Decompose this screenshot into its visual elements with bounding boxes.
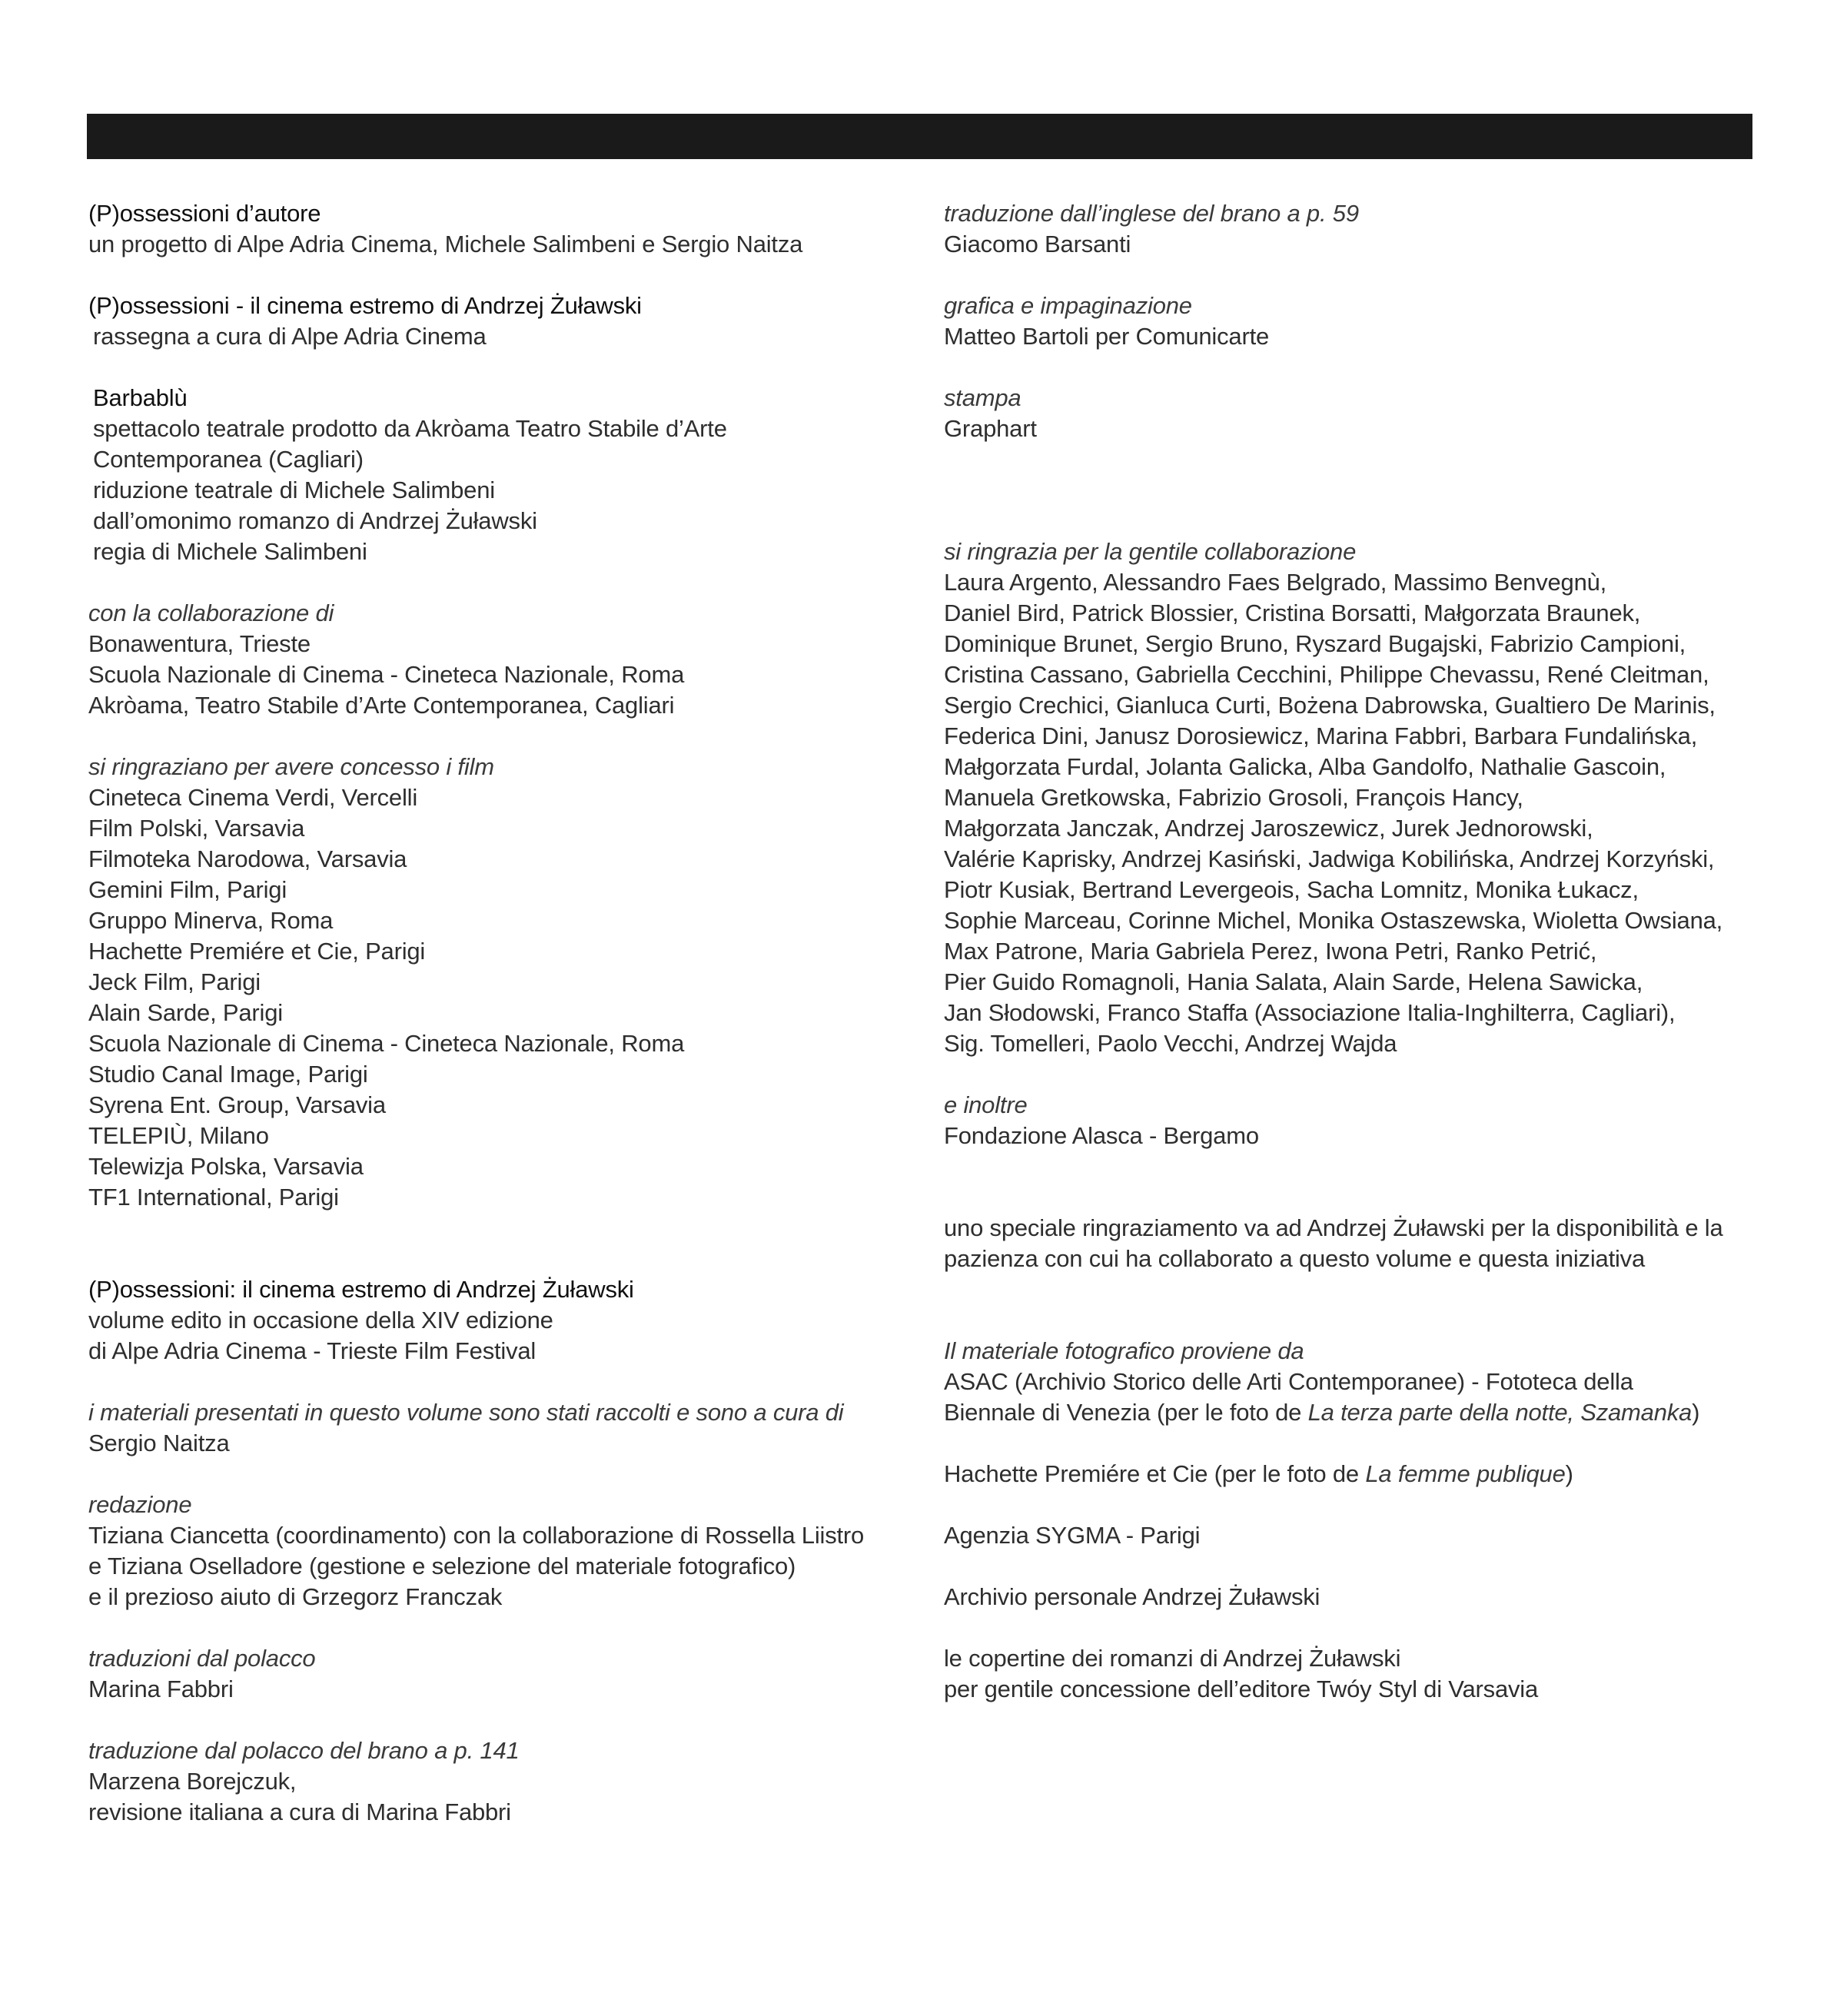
block-heading: stampa [944, 384, 1021, 411]
credit-line: Scuola Nazionale di Cinema - Cineteca Nazionale, Roma [88, 661, 685, 688]
credit-line: Sergio Naitza [88, 1430, 230, 1456]
credit-line: Piotr Kusiak, Bertrand Levergeois, Sacha Lomnitz, Monika Łukacz, [944, 876, 1639, 903]
block-title: Barbablù [93, 384, 188, 411]
credit-line: Małgorzata Janczak, Andrzej Jaroszewicz, Jurek Jednorowski, [944, 815, 1593, 842]
credit-block-hachette [944, 1459, 1774, 1490]
block-heading: traduzione dall’inglese del brano a p. 59 [944, 200, 1359, 227]
block-heading: traduzioni dal polacco [88, 1645, 316, 1672]
credit-line: Giacomo Barsanti [944, 231, 1131, 257]
credit-block-redazione [88, 1490, 895, 1612]
credit-block-archivio [944, 1582, 1774, 1612]
block-heading: e inoltre [944, 1091, 1028, 1118]
credit-block-volume [88, 1274, 895, 1367]
block-heading: grafica e impaginazione [944, 292, 1192, 319]
credit-line: rassegna a cura di Alpe Adria Cinema [93, 323, 487, 350]
block-title: (P)ossessioni d’autore [88, 200, 321, 227]
credit-line: regia di Michele Salimbeni [93, 538, 367, 565]
credit-line: TELEPIÙ, Milano [88, 1122, 269, 1149]
credit-line: Manuela Gretkowska, Fabrizio Grosoli, François Hancy, [944, 784, 1523, 811]
credit-line [944, 1459, 1774, 1490]
credit-line: Valérie Kaprisky, Andrzej Kasiński, Jadwiga Kobilińska, Andrzej Korzyński, [944, 845, 1715, 872]
credit-text: Biennale di Venezia (per le foto de [944, 1399, 1308, 1426]
credit-line: riduzione teatrale di Michele Salimbeni [93, 477, 495, 503]
credit-line: Gemini Film, Parigi [88, 876, 287, 903]
credit-line: Sophie Marceau, Corinne Michel, Monika Ostaszewska, Wioletta Owsiana, [944, 907, 1723, 934]
credit-text: Hachette Premiére et Cie (per le foto de [944, 1460, 1366, 1487]
credit-line: Studio Canal Image, Parigi [88, 1061, 368, 1088]
credit-line: di Alpe Adria Cinema - Trieste Film Festival [88, 1337, 536, 1364]
credit-line: per gentile concessione dell’editore Twóy Styl di Varsavia [944, 1676, 1539, 1702]
credit-block-speciale-ringraziamento [944, 1213, 1774, 1274]
credit-block-stampa [944, 383, 1774, 444]
credit-line: Jan Słodowski, Franco Staffa (Associazione Italia-Inghilterra, Cagliari), [944, 999, 1676, 1026]
credit-line: Daniel Bird, Patrick Blossier, Cristina Borsatti, Małgorzata Braunek, [944, 599, 1641, 626]
credit-line: Film Polski, Varsavia [88, 815, 305, 842]
credit-line: e il prezioso aiuto di Grzegorz Franczak [88, 1583, 503, 1610]
credit-line: Akròama, Teatro Stabile d’Arte Contemporanea, Cagliari [88, 692, 675, 719]
credit-line: Pier Guido Romagnoli, Hania Salata, Alain Sarde, Helena Sawicka, [944, 968, 1643, 995]
credit-line [944, 1397, 1774, 1428]
block-heading: Il materiale fotografico proviene da [944, 1337, 1304, 1364]
credit-block-curatela [88, 1397, 895, 1459]
credit-line: Cineteca Cinema Verdi, Vercelli [88, 784, 418, 811]
right-column [944, 198, 1774, 1705]
credit-block-film-lenders [88, 752, 895, 1213]
credit-line: revisione italiana a cura di Marina Fabbri [88, 1798, 511, 1825]
film-title: La femme publique [1365, 1460, 1566, 1487]
credit-block-possessioni-autore [88, 198, 895, 260]
credit-line: Małgorzata Furdal, Jolanta Galicka, Alba Gandolfo, Nathalie Gascoin, [944, 753, 1666, 780]
credit-line: pazienza con cui ha collaborato a questo volume e questa iniziativa [944, 1245, 1646, 1272]
credit-block-inoltre [944, 1090, 1774, 1151]
credit-block-ringraziamenti [944, 536, 1774, 1059]
credit-line: e Tiziana Oselladore (gestione e selezione del materiale fotografico) [88, 1553, 796, 1579]
credit-line: Gruppo Minerva, Roma [88, 907, 334, 934]
block-title: (P)ossessioni: il cinema estremo di Andrzej Żuławski [88, 1276, 634, 1303]
credit-line: Archivio personale Andrzej Żuławski [944, 1583, 1320, 1610]
block-heading: traduzione dal polacco del brano a p. 141 [88, 1737, 520, 1764]
credit-text: ) [1565, 1460, 1573, 1487]
credit-text: ) [1692, 1399, 1700, 1426]
credit-line: Sergio Crechici, Gianluca Curti, Bożena Dabrowska, Gualtiero De Marinis, [944, 692, 1716, 719]
credit-line: dall’omonimo romanzo di Andrzej Żuławski [93, 507, 537, 534]
credit-line: TF1 International, Parigi [88, 1184, 339, 1211]
header-black-bar [87, 114, 1752, 159]
credit-line: un progetto di Alpe Adria Cinema, Michele Salimbeni e Sergio Naitza [88, 231, 803, 257]
credit-line: Bonawentura, Trieste [88, 630, 311, 657]
block-heading: i materiali presentati in questo volume sono stati raccolti e sono a cura di [88, 1399, 844, 1426]
credit-block-sygma [944, 1520, 1774, 1551]
credit-block-rassegna [88, 291, 895, 352]
credit-line: Syrena Ent. Group, Varsavia [88, 1091, 386, 1118]
credit-line: Scuola Nazionale di Cinema - Cineteca Nazionale, Roma [88, 1030, 685, 1057]
credit-line: Sig. Tomelleri, Paolo Vecchi, Andrzej Wajda [944, 1030, 1397, 1057]
credit-line: Alain Sarde, Parigi [88, 999, 283, 1026]
credit-line: Filmoteka Narodowa, Varsavia [88, 845, 407, 872]
credit-line: Max Patrone, Maria Gabriela Perez, Iwona Petri, Ranko Petrić, [944, 938, 1597, 965]
credit-block-traduzione-inglese [944, 198, 1774, 260]
credit-line: Contemporanea (Cagliari) [93, 446, 364, 473]
film-title: La terza parte della notte, Szamanka [1307, 1399, 1693, 1426]
credit-block-traduzione-brano [88, 1735, 895, 1828]
left-column [88, 198, 895, 1828]
credit-line: Jeck Film, Parigi [88, 968, 261, 995]
block-heading: si ringraziano per avere concesso i film [88, 753, 494, 780]
credit-line: volume edito in occasione della XIV edizione [88, 1307, 553, 1333]
credit-line: Telewizja Polska, Varsavia [88, 1153, 364, 1180]
credit-block-collaborazione [88, 598, 895, 721]
credit-line: Graphart [944, 415, 1037, 442]
credit-line: Fondazione Alasca - Bergamo [944, 1122, 1259, 1149]
credit-line: Dominique Brunet, Sergio Bruno, Ryszard Bugajski, Fabrizio Campioni, [944, 630, 1686, 657]
credit-block-materiale-fotografico [944, 1336, 1774, 1428]
credit-line: Marina Fabbri [88, 1676, 234, 1702]
credit-line: Laura Argento, Alessandro Faes Belgrado, Massimo Benvegnù, [944, 569, 1607, 596]
block-heading: redazione [88, 1491, 192, 1518]
credit-line: le copertine dei romanzi di Andrzej Żuławski [944, 1645, 1401, 1672]
credit-line: Hachette Premiére et Cie, Parigi [88, 938, 426, 965]
credit-line: Cristina Cassano, Gabriella Cecchini, Philippe Chevassu, René Cleitman, [944, 661, 1709, 688]
credit-line: uno speciale ringraziamento va ad Andrzej Żuławski per la disponibilità e la [944, 1214, 1723, 1241]
credit-block-barbablu [88, 383, 895, 567]
credit-line: Tiziana Ciancetta (coordinamento) con la collaborazione di Rossella Liistro [88, 1522, 865, 1549]
credit-line: ASAC (Archivio Storico delle Arti Contemporanee) - Fototeca della [944, 1368, 1633, 1395]
credit-block-copertine [944, 1643, 1774, 1705]
block-heading: si ringrazia per la gentile collaborazione [944, 538, 1357, 565]
credit-block-traduzioni [88, 1643, 895, 1705]
credit-block-grafica [944, 291, 1774, 352]
credit-line: Federica Dini, Janusz Dorosiewicz, Marina Fabbri, Barbara Fundalińska, [944, 722, 1698, 749]
credit-line: Marzena Borejczuk, [88, 1768, 297, 1795]
credit-line: spettacolo teatrale prodotto da Akròama Teatro Stabile d’Arte [93, 415, 727, 442]
block-title: (P)ossessioni - il cinema estremo di Andrzej Żuławski [88, 292, 642, 319]
credit-line: Matteo Bartoli per Comunicarte [944, 323, 1270, 350]
credit-line: Agenzia SYGMA - Parigi [944, 1522, 1201, 1549]
block-heading: con la collaborazione di [88, 599, 334, 626]
